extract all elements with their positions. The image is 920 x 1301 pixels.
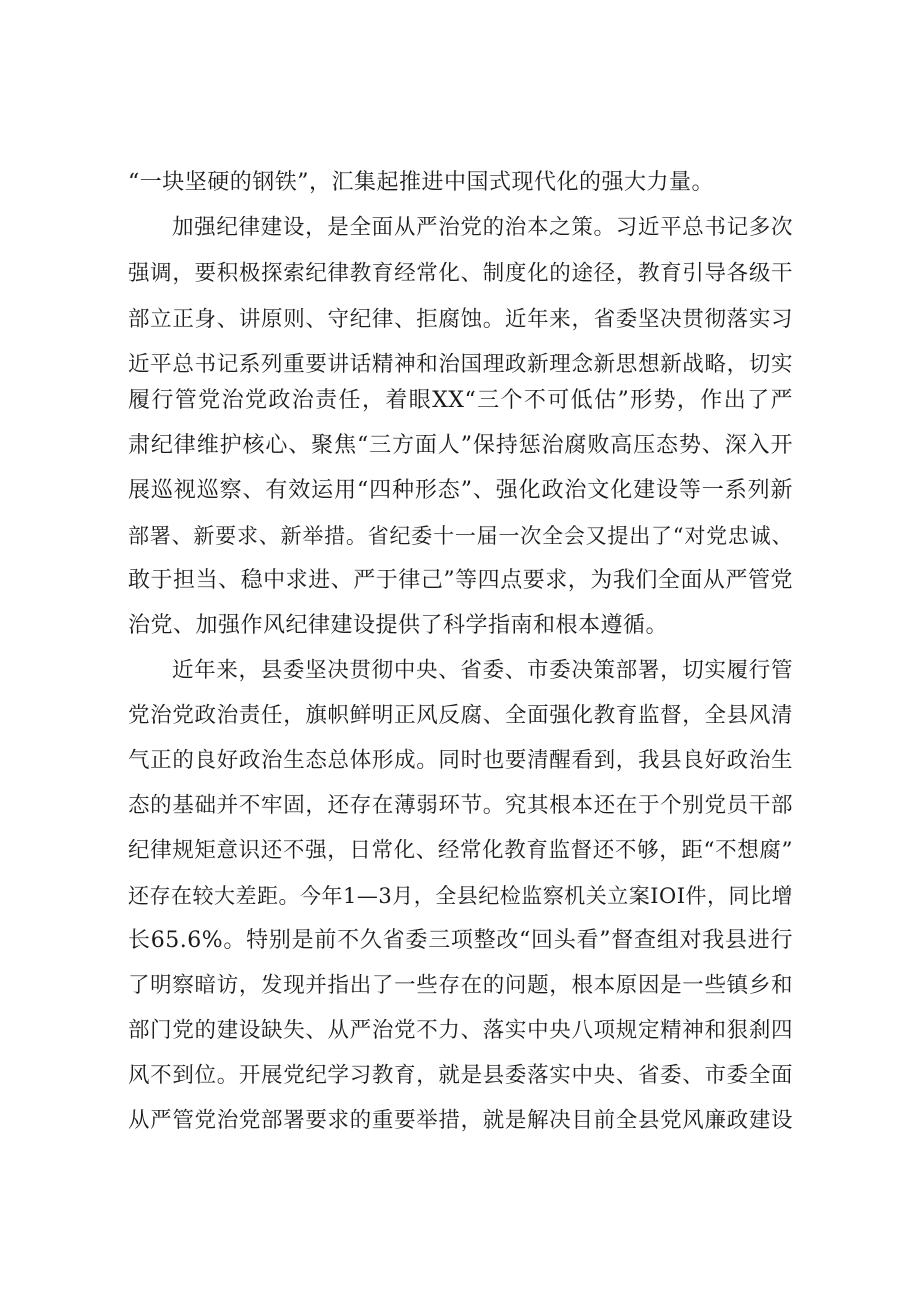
text-line: 还存在较大差距。今年1—3月，全县纪检监察机关立案IOI件，同比增 <box>128 884 794 908</box>
text-line: 履行管党治党政治责任，着眼XX“三个不可低估”形势，作出了严 <box>128 388 793 413</box>
text-line: 展巡视巡察、有效运用“四种形态”、强化政治文化建设等一系列新 <box>128 478 793 503</box>
text-line: 态的基础并不牢固，还存在薄弱环节。究其根本还在于个别党员干部 <box>128 793 793 818</box>
text-line: 强调，要积极探索纪律教育经常化、制度化的途径，教育引导各级干 <box>128 261 793 286</box>
text-line: 加强纪律建设，是全面从严治党的治本之策。习近平总书记多次 <box>172 215 793 240</box>
text-line: 肃纪律维护核心、聚焦“三方面人”保持惩治腐败高压态势、深入开 <box>128 433 793 458</box>
text-line: 部署、新要求、新举措。省纪委十一届一次全会又提出了“对党忠诚、 <box>128 524 793 548</box>
text-line: 从严管党治党部署要求的重要举措，就是解决目前全县党风廉政建设 <box>128 1108 793 1133</box>
text-line: 纪律规矩意识还不强，日常化、经常化教育监督还不够，距“不想腐” <box>128 838 793 863</box>
text-line: 敢于担当、稳中求进、严于律己”等四点要求，为我们全面从严管党 <box>128 568 793 593</box>
text-line: 长65.6%。特别是前不久省委三项整改“回头看”督查组对我县进行 <box>128 928 793 953</box>
text-line: 风不到位。开展党纪学习教育，就是县委落实中央、省委、市委全面 <box>128 1063 793 1088</box>
text-line: 部门党的建设缺失、从严治党不力、落实中央八项规定精神和狠刹四 <box>128 1018 793 1043</box>
text-line: 了明察暗访，发现并指出了一些存在的问题，根本原因是一些镇乡和 <box>128 973 793 998</box>
text-line: 党治党政治责任，旗帜鲜明正风反腐、全面强化教育监督，全县风清 <box>128 703 793 728</box>
text-line: “一块坚硬的钢铁”，汇集起推进中国式现代化的强大力量。 <box>128 170 714 195</box>
text-line: 气正的良好政治生态总体形成。同时也要清醒看到，我县良好政治生 <box>128 748 793 773</box>
text-line: 近平总书记系列重要讲话精神和治国理政新理念新思想新战略，切实 <box>128 352 793 377</box>
text-line: 近年来，县委坚决贯彻中央、省委、市委决策部署，切实履行管 <box>172 658 793 683</box>
text-line: 部立正身、讲原则、守纪律、拒腐蚀。近年来，省委坚决贯彻落实习 <box>128 307 793 332</box>
text-line: 治党、加强作风纪律建设提供了科学指南和根本遵循。 <box>128 613 669 638</box>
